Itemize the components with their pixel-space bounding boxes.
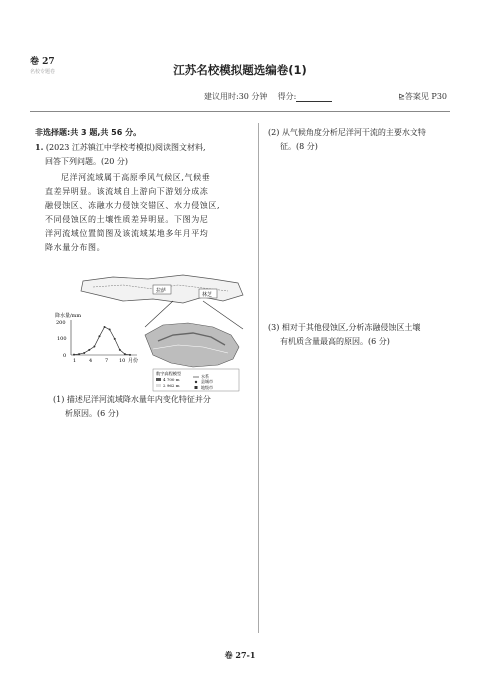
legend-item-city: 地级市 — [201, 385, 213, 390]
legend-item-river: 水系 — [201, 374, 209, 379]
suggested-time: 建议用时:30 分钟 — [204, 92, 268, 101]
figure-svg — [53, 273, 251, 393]
passage-line: 融侵蚀区、冻融水力侵蚀交错区、水力侵蚀区, — [45, 201, 221, 210]
sub-question-1 — [53, 393, 253, 421]
x-tick-label: 10 — [119, 358, 126, 364]
question-1-intro-line1: (2023 江苏镇江中学校考模拟)阅读图文材料, — [45, 143, 206, 152]
figure-map-and-precipitation — [53, 273, 251, 393]
section-title: 非选择题:共 3 题,共 56 分。 — [35, 128, 142, 137]
sub-question-1-line1: (1) 描述尼洋河流域降水量年内变化特征并分 — [53, 395, 211, 404]
precip-point — [83, 352, 85, 354]
precip-point — [109, 329, 111, 331]
legend-title: 数字高程模型 — [156, 371, 182, 376]
y-tick-label: 200 — [56, 320, 66, 326]
legend-high: 4 700 m — [163, 377, 180, 382]
legend-low: 2 962 m — [163, 383, 180, 388]
sub-question-3-line2: 有机质含量最高的原因。(6 分) — [280, 337, 390, 346]
precip-point — [73, 354, 75, 356]
precip-point — [88, 349, 90, 351]
passage-line: 直差异明显。该流域自上游向下游划分成冻 — [45, 187, 209, 196]
score-label: 得分: — [277, 92, 297, 101]
left-column — [35, 126, 251, 255]
precip-point — [78, 353, 80, 355]
zoom-line-left — [145, 301, 173, 327]
legend-low-swatch — [156, 384, 161, 387]
corner-stamp: 名校专题卷 — [30, 69, 56, 75]
answer-reference — [398, 91, 447, 102]
sub-question-2-line1: (2) 从气候角度分析尼洋河干流的主要水文特 — [268, 128, 426, 137]
location-map — [81, 275, 243, 329]
passage-line: 不同侵蚀区的土壤性质差异明显。下图为尼 — [45, 215, 209, 224]
question-1-intro — [35, 140, 251, 155]
precip-series-line — [74, 327, 130, 355]
answer-icon: ⊵ — [398, 92, 405, 101]
legend-city-swatch — [195, 386, 198, 389]
page-footer: 卷 27-1 — [224, 650, 256, 660]
map-label-2: 林芝 — [202, 292, 213, 298]
reading-passage — [35, 171, 251, 255]
sub-question-2 — [268, 126, 458, 154]
passage-line: 尼洋河流域属于高原季风气候区,气候垂 — [61, 173, 211, 182]
passage-line: 洋河流域位置简图及该流域某地多年月平均 — [45, 229, 209, 238]
precip-point — [119, 349, 121, 351]
paper-number: 卷 27 — [30, 57, 55, 67]
passage-line: 降水量分布图。 — [45, 243, 106, 252]
y-tick-label: 100 — [57, 336, 67, 342]
legend-item-county: 县城市 — [201, 379, 213, 384]
x-tick-label: 4 — [89, 358, 93, 364]
answer-text: 答案见 P30 — [404, 92, 447, 101]
x-tick-label: 1 — [73, 358, 77, 364]
zoom-line-right — [203, 301, 243, 329]
precip-point — [104, 326, 106, 328]
precipitation-chart — [55, 312, 138, 364]
precip-point — [98, 335, 100, 337]
map-label-1: 拉萨 — [156, 288, 167, 294]
sub-question-3-line1: (3) 相对于其他侵蚀区,分析冻融侵蚀区土壤 — [268, 323, 421, 332]
precip-point — [114, 338, 116, 340]
x-axis-unit: 月份 — [128, 358, 139, 364]
header-rule — [30, 111, 450, 112]
question-1-intro-line2: 回答下列问题。(20 分) — [45, 157, 128, 166]
precip-point — [129, 354, 131, 356]
basin-map — [145, 323, 239, 391]
score-blank — [296, 93, 332, 102]
precip-point — [124, 353, 126, 355]
precip-point — [93, 346, 95, 348]
chart-ylabel: 降水量/mm — [55, 313, 82, 319]
sub-question-2-line2: 征。(8 分) — [280, 142, 318, 151]
page-title: 江苏名校模拟题选编卷(1) — [173, 63, 307, 77]
y-tick-label: 0 — [63, 353, 67, 359]
sub-question-3 — [268, 321, 458, 349]
legend-county-swatch — [195, 381, 197, 383]
exam-meta — [204, 91, 332, 102]
x-tick-label: 7 — [105, 358, 109, 364]
column-divider — [258, 123, 259, 633]
legend-high-swatch — [156, 378, 161, 381]
question-number: 1. — [35, 142, 44, 152]
sub-question-1-line2: 析原因。(6 分) — [65, 409, 119, 418]
